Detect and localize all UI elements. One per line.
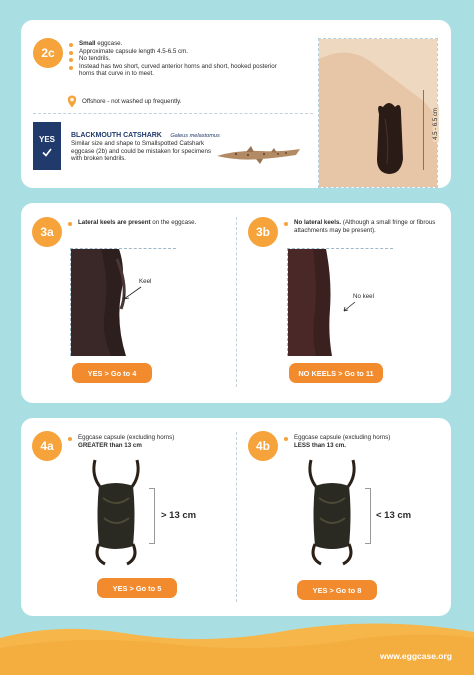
step-badge-2c: 2c — [33, 38, 63, 68]
column-divider — [236, 217, 237, 387]
keel-photo-frame — [70, 248, 176, 356]
step-badge-4b: 4b — [248, 431, 278, 461]
yes-label: YES — [38, 135, 55, 144]
bullet-item: Instead has two short, curved anterior horns and short, hooked posterior horns that curve in to meet. — [69, 63, 291, 78]
card-3 — [21, 203, 451, 403]
step-3b-text: No lateral keels. (Although a small fringe or fibrous attachments may be present). — [284, 219, 444, 234]
yes-tag — [33, 122, 61, 170]
measure-label: > 13 cm — [161, 510, 197, 521]
sand-wave — [0, 620, 474, 675]
keel-label: Keel — [139, 278, 152, 285]
step-4b-line1: Eggcase capsule (excluding horns) — [294, 434, 391, 441]
step-3a-text: Lateral keels are present on the eggcase. — [68, 219, 233, 227]
location-pin-icon — [67, 95, 77, 108]
go-to-5-button[interactable]: YES > Go to 5 — [97, 578, 177, 598]
bullet-item: Approximate capsule length 4.5-6.5 cm. — [69, 48, 291, 56]
measure-line — [423, 90, 424, 170]
step-badge-3a: 3a — [32, 217, 62, 247]
catshark-image — [216, 144, 302, 166]
eggcase-with-keel-image — [71, 249, 176, 356]
step-4b-line2: LESS than 13 cm. — [294, 441, 346, 449]
measure-bracket — [149, 488, 155, 544]
measure-label: < 13 cm — [376, 510, 412, 521]
step-4a-line1: Eggcase capsule (excluding horns) — [78, 434, 175, 441]
step-badge-3b: 3b — [248, 217, 278, 247]
small-eggcase-image — [305, 458, 359, 568]
no-keel-label: No keel — [353, 293, 374, 300]
step-4a-line2: GREATER than 13 cm — [78, 441, 142, 449]
column-divider — [236, 432, 237, 602]
location-text: Offshore - not washed up frequently. — [82, 97, 182, 105]
footer-url[interactable]: www.eggcase.org — [380, 651, 452, 661]
hand-with-eggcase-image — [319, 39, 437, 187]
go-to-8-button[interactable]: YES > Go to 8 — [297, 580, 377, 600]
large-eggcase-image — [89, 458, 143, 568]
step-4b-text — [284, 434, 444, 449]
bullet-list-2c — [69, 40, 291, 78]
location-row — [67, 95, 182, 108]
species-latin: Galeus melastomus — [170, 133, 220, 139]
go-to-4-button[interactable]: YES > Go to 4 — [72, 363, 152, 383]
step-4a-text — [68, 434, 233, 449]
arrow-icon — [341, 301, 357, 313]
card-2c — [21, 20, 451, 188]
check-icon — [42, 148, 52, 157]
bullet-item: Small eggcase. — [69, 40, 291, 48]
card-4 — [21, 418, 451, 616]
step-badge-4a: 4a — [32, 431, 62, 461]
divider — [33, 113, 313, 114]
go-to-11-button[interactable]: NO KEELS > Go to 11 — [289, 363, 383, 383]
species-description: Similar size and shape to Smallspotted Catshark eggcase (2b) and could be mistaken for specimens with broken tendrils. — [71, 140, 211, 163]
measure-label: 4.5 - 6.5 cm — [432, 108, 439, 140]
species-name: BLACKMOUTH CATSHARK — [71, 132, 162, 139]
no-keel-photo-frame — [287, 248, 393, 356]
arrow-icon — [121, 286, 143, 302]
eggcase-photo-frame — [318, 38, 438, 188]
bullet-item: No tendrils. — [69, 55, 291, 63]
measure-bracket — [365, 488, 371, 544]
